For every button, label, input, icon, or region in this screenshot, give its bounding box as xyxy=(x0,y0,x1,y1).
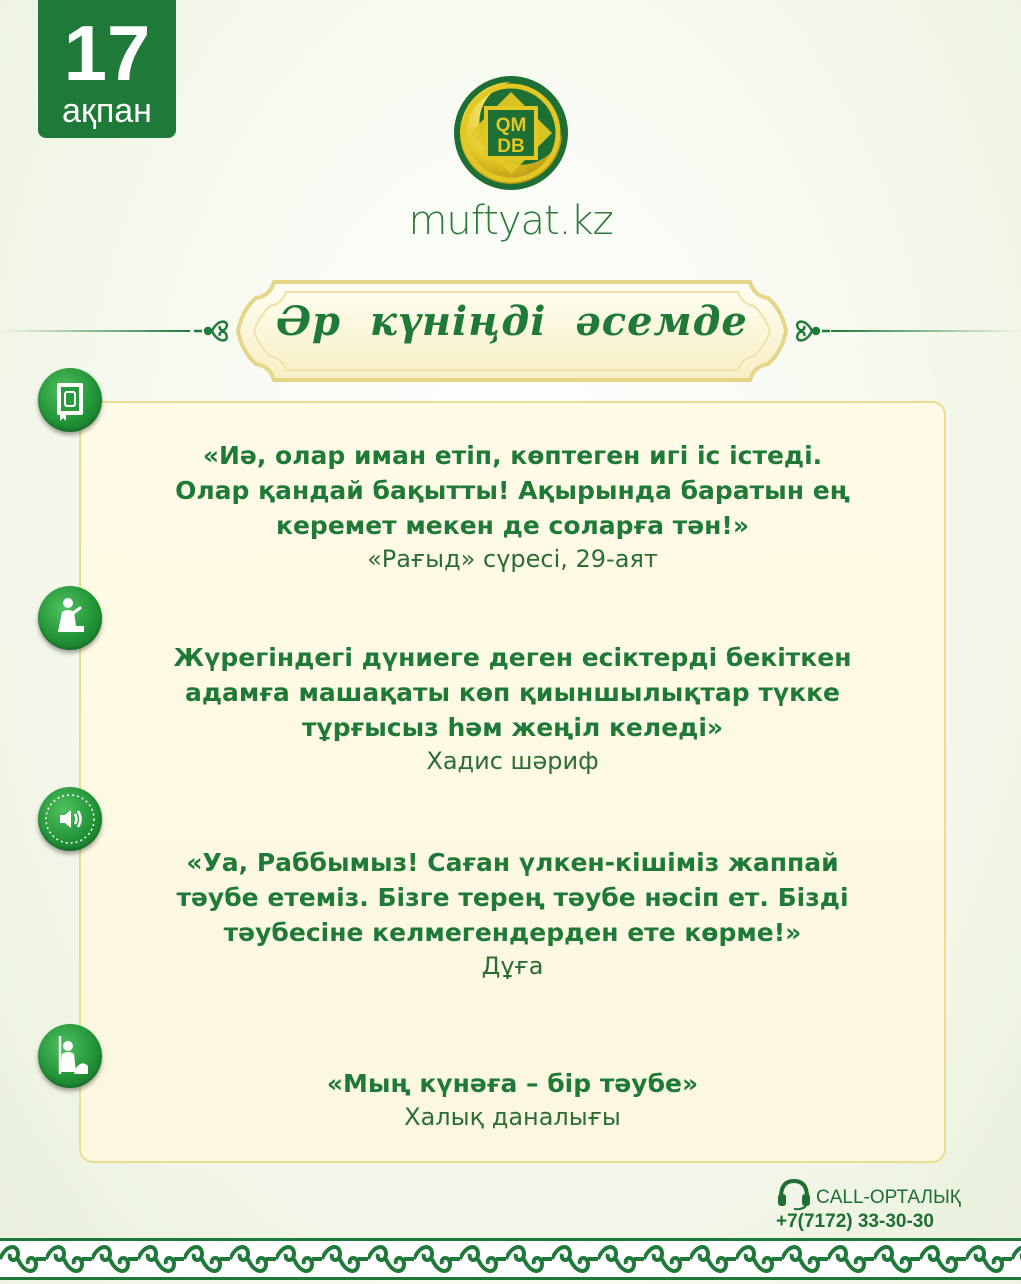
quran-book-icon xyxy=(38,368,102,432)
ayat-quote: «Иә, олар иман етіп, көптеген игі іс істеді. Олар қандай бақытты! Ақырында баратын ең керемет мекен де соларға тән!» xyxy=(175,441,850,540)
call-center-label: CALL-ОРТАЛЫҚ xyxy=(816,1187,961,1208)
section-hadith xyxy=(79,640,946,777)
proverb-quote: «Мың күнәға – бір тәубе» xyxy=(326,1069,699,1098)
site-name[interactable]: muftyat.kz xyxy=(408,198,613,244)
title-banner xyxy=(0,276,1021,386)
hadith-quote: Жүрегіндегі дүниеге деген есіктерді бекіткен адамға машақаты көп қиыншылықтар түкке тұрғысыз һәм жеңіл келеді» xyxy=(173,643,852,742)
ornamental-border xyxy=(0,1238,1021,1280)
logo-text-top: QM xyxy=(495,115,527,136)
dua-source: Дұға xyxy=(481,952,544,980)
date-badge xyxy=(38,0,176,138)
call-center[interactable] xyxy=(776,1177,966,1235)
logo-text-bottom: DB xyxy=(497,136,525,157)
ayat-source: «Рағыд» сүресі, 29-аят xyxy=(367,545,658,573)
section-ayat xyxy=(79,438,946,575)
muftyat-logo[interactable] xyxy=(452,74,570,192)
banner-line-right xyxy=(831,330,1021,332)
banner-line-left xyxy=(0,330,190,332)
date-month: ақпан xyxy=(62,92,152,130)
section-dua xyxy=(79,845,946,982)
date-day: 17 xyxy=(63,9,151,97)
call-center-phone[interactable]: +7(7172) 33-30-30 xyxy=(776,1211,934,1232)
audio-speaker-icon[interactable] xyxy=(38,787,102,851)
ornament-left-icon xyxy=(190,312,234,350)
headset-icon xyxy=(776,1177,812,1211)
section-proverb xyxy=(79,1066,946,1133)
proverb-source: Халық даналығы xyxy=(404,1103,621,1131)
dua-quote: «Уа, Раббымыз! Саған үлкен-кішіміз жаппай тәубе етеміз. Бізге терең тәубе нәсіп ет. Бізді тәубесіне келмегендерден ете көрме!» xyxy=(176,848,849,947)
hadith-source: Хадис шәриф xyxy=(426,747,599,775)
banner-title: Әр күніңді әсемде xyxy=(276,298,748,345)
ornament-right-icon xyxy=(790,312,834,350)
